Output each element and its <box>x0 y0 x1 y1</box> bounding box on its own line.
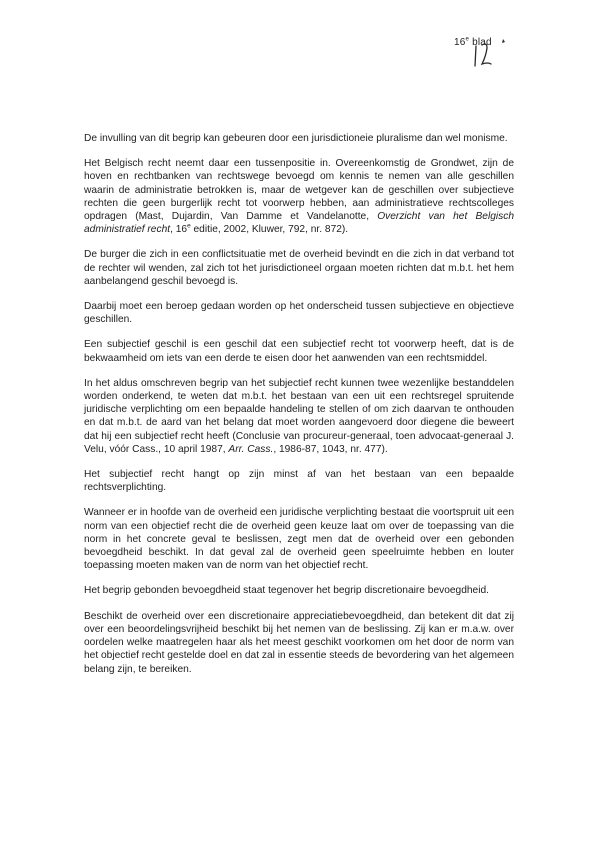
citation-title: Arr. Cass. <box>228 443 274 455</box>
page-word: blad <box>472 37 492 48</box>
paragraph-text: , 16 <box>170 224 188 236</box>
handwritten-page-mark <box>446 30 556 70</box>
paragraph: Daarbij moet een beroep gedaan worden op het onderscheid tussen subjectieve en objectieve geschillen. <box>84 301 514 326</box>
paragraph: De burger die zich in een conflictsituatie met de overheid bevindt en die zich in dat verband tot de rechter wil wenden, zal zich tot het jurisdictioneel orgaan moeten richten dat m.b.t. het hem aanbelangend geschil bevoegd is. <box>84 249 514 287</box>
paragraph: Wanneer er in hoofde van de overheid een juridische verplichting bestaat die voortspruit uit een norm van een objectief recht die de overheid geen keuze laat om over de toepassing van die norm in het concrete geval te beslissen, zegt men dat de overheid over een gebonden bevoegdheid beschikt. In dat geval zal de overheid geen speelruimte hebben en louter toepassing moeten maken van de norm van het objectief recht. <box>84 507 514 572</box>
paragraph: Het begrip gebonden bevoegdheid staat tegenover het begrip discretionaire bevoegdheid. <box>84 585 489 597</box>
paragraph-text: editie, 2002, Kluwer, 792, nr. 872). <box>190 224 349 236</box>
paragraph <box>84 377 514 456</box>
page-number: 16 <box>454 37 466 48</box>
document-body <box>84 132 514 688</box>
superscript: e <box>187 222 191 230</box>
paragraph: Een subjectief geschil is een geschil dat een subjectief recht tot voorwerp heeft, dat is de bekwaamheid om iets van een derde te eisen door het aanwenden van een rechtsmiddel. <box>84 339 514 364</box>
paragraph <box>84 157 514 236</box>
paragraph: Beschikt de overheid over een discretionaire appreciatiebevoegdheid, dan betekent dit dat zij over een beoordelingsvrijheid beschikt bij het nemen van de beslissing. Zij kan er m.a.w. over oordelen welke maatregelen haar als het meest geschikt voorkomen om het door de norm van het objectief recht gestelde doel en dat zal in essentie steeds de bevordering van het algemeen belang zijn, te bereiken. <box>84 610 514 675</box>
paragraph-text: In het aldus omschreven begrip van het subjectief recht kunnen twee wezenlijke bestanddelen worden onderkend, te weten dat m.b.t. het bestaan van een uit een rechtsregel spruitende juridische verplichting om een bepaalde handeling te stellen of om zich daarvan te onthouden en dat m.b.t. de aard van het belang dat moet worden aangevoerd door diegene die beweert dat hij een subjectief recht heeft (Conclusie van procureur-generaal, toen advocaat-generaal J. Velu, vóór Cass., 10 april 1987, <box>84 377 514 455</box>
page-header <box>446 30 556 70</box>
paragraph-text: Het Belgisch recht neemt daar een tussenpositie in. Overeenkomstig de Grondwet, zijn de hoven en rechtbanken van rechtswege bevoegd om kennis te nemen van alle geschillen waarin de administratie betrokken is, maar de wetgever kan de geschillen over subjectieve rechten die geen burgerlijk recht tot voorwerp hebben, aan administratieve rechtscolleges opdragen (Mast, Dujardin, Van Damme et Vandelanotte, <box>84 158 514 223</box>
paragraph: Het subjectief recht hangt op zijn minst af van het bestaan van een bepaalde rechtsverplichting. <box>84 469 514 494</box>
citation-title: Overzicht van het Belgisch administratief recht <box>84 211 514 236</box>
paragraph: De invulling van dit begrip kan gebeuren door een jurisdictioneie pluralisme dan wel monisme. <box>84 133 508 144</box>
paragraph-text: , 1986-87, 1043, nr. 477). <box>273 443 388 455</box>
page-number-suffix: e <box>465 36 470 43</box>
